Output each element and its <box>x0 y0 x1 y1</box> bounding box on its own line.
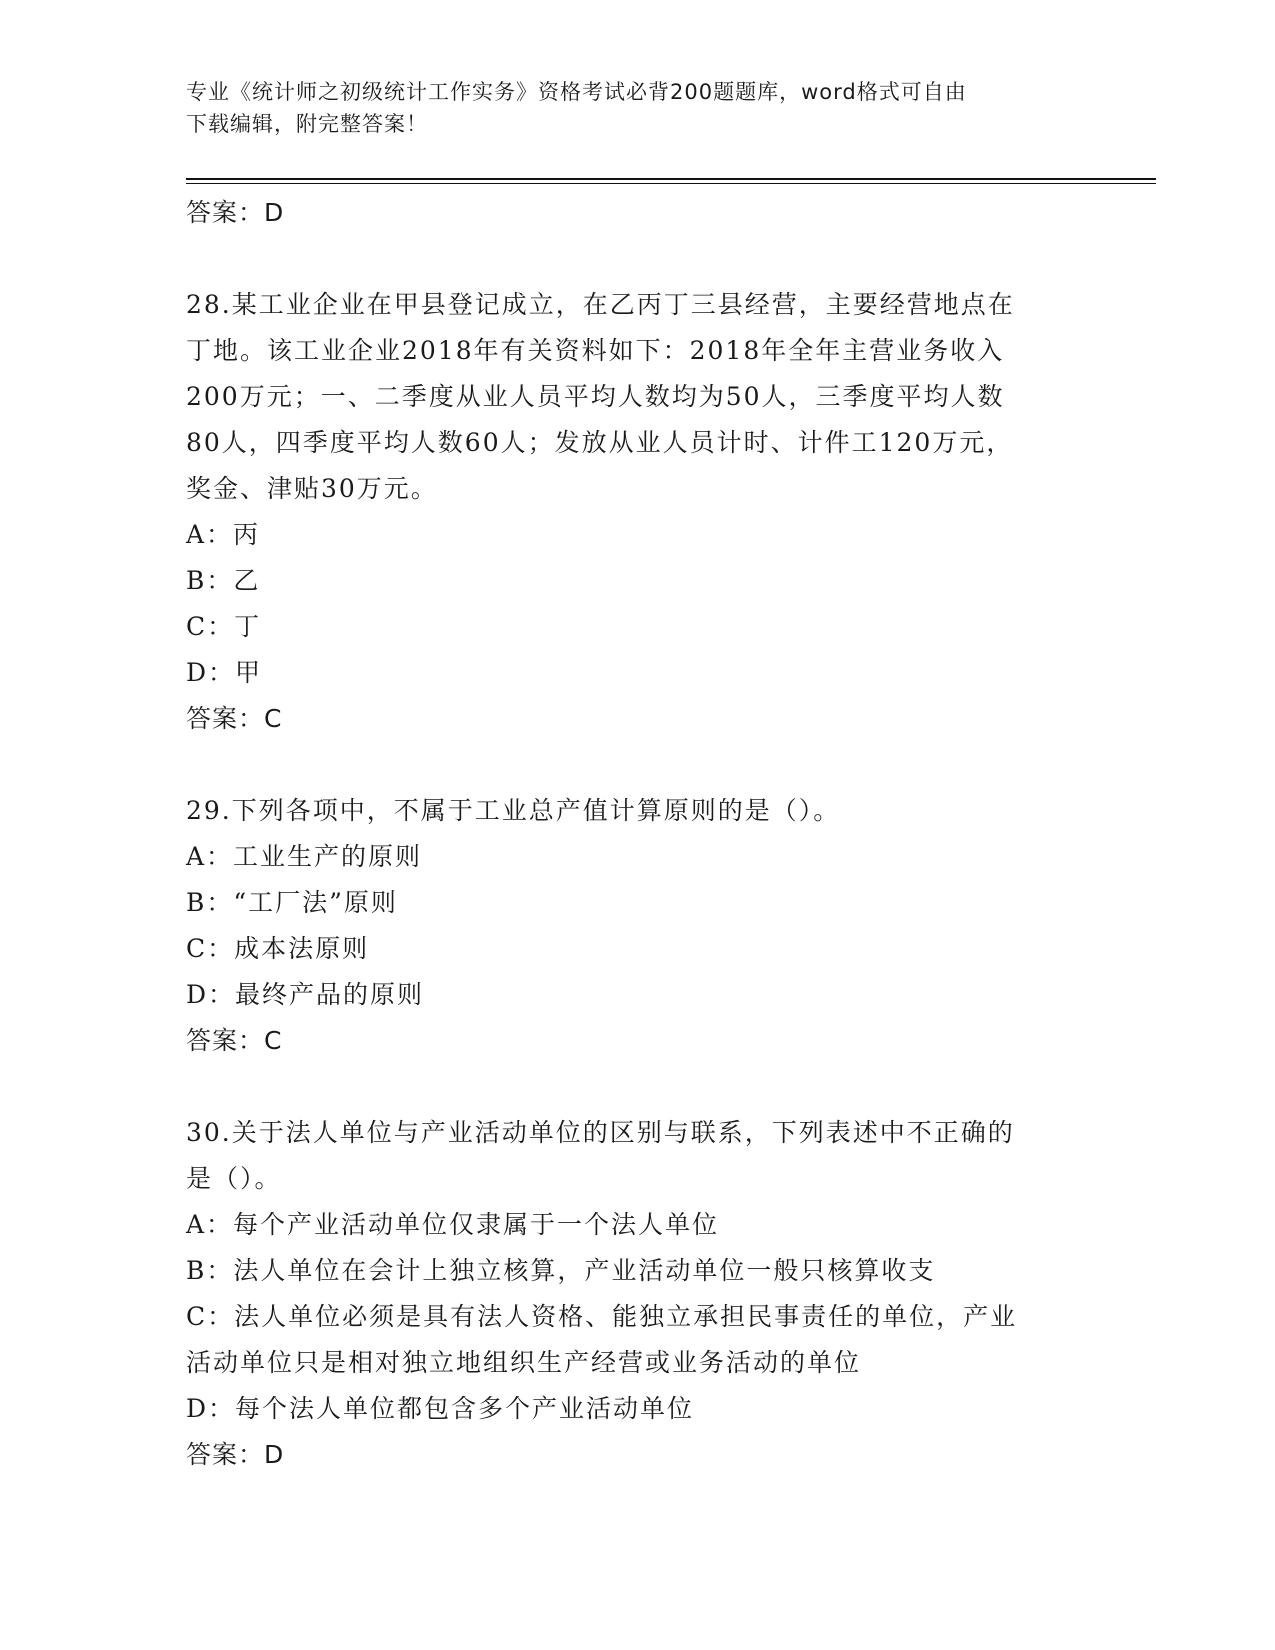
header-line-1: 专业《统计师之初级统计工作实务》资格考试必背200题题库，word格式可自由 <box>186 80 967 104</box>
spacer <box>186 742 1076 788</box>
header-line-2: 下载编辑，附完整答案！ <box>186 112 428 136</box>
question-stem <box>186 282 1076 512</box>
option-b: B：法人单位在会计上独立核算，产业活动单位一般只核算收支 <box>186 1256 936 1285</box>
stem-line: 80人，四季度平均人数60人；发放从业人员计时、计件工120万元， <box>186 428 1014 457</box>
question-30 <box>186 1110 1076 1478</box>
answer: 答案：C <box>186 1026 283 1055</box>
previous-answer: 答案：D <box>186 198 285 227</box>
spacer <box>186 1064 1076 1110</box>
question-29 <box>186 788 1076 1064</box>
stem-line: 30.关于法人单位与产业活动单位的区别与联系，下列表述中不正确的 <box>186 1118 1015 1147</box>
stem-line: 200万元；一、二季度从业人员平均人数均为50人，三季度平均人数 <box>186 382 1005 411</box>
question-stem <box>186 1110 1076 1202</box>
question-stem <box>186 788 1076 834</box>
header-divider-thick <box>186 178 1156 180</box>
spacer <box>186 236 1076 282</box>
stem-line: 28.某工业企业在甲县登记成立，在乙丙丁三县经营，主要经营地点在 <box>186 290 1015 319</box>
option-a: A：丙 <box>186 520 261 549</box>
stem-line: 丁地。该工业企业2018年有关资料如下：2018年全年主营业务收入 <box>186 336 1005 365</box>
stem-line: 奖金、津贴30万元。 <box>186 474 438 503</box>
answer: 答案：D <box>186 1440 285 1469</box>
option-d: D：最终产品的原则 <box>186 980 425 1009</box>
option-a: A：工业生产的原则 <box>186 842 423 871</box>
option-a: A：每个产业活动单位仅隶属于一个法人单位 <box>186 1210 720 1239</box>
question-28 <box>186 282 1076 742</box>
option-b: B：“工厂法”原则 <box>186 888 398 917</box>
question-list <box>186 190 1076 1478</box>
stem-line: 是（）。 <box>186 1164 282 1193</box>
option-c: C：丁 <box>186 612 262 641</box>
option-b: B：乙 <box>186 566 261 595</box>
option-c: C：成本法原则 <box>186 934 370 963</box>
stem-line: 29.下列各项中，不属于工业总产值计算原则的是（）。 <box>186 796 841 825</box>
answer: 答案：C <box>186 704 283 733</box>
header-divider-thin <box>186 183 1156 184</box>
option-c-continued: 活动单位只是相对独立地组织生产经营或业务活动的单位 <box>186 1348 862 1377</box>
option-d: D：甲 <box>186 658 263 687</box>
option-d: D：每个法人单位都包含多个产业活动单位 <box>186 1394 695 1423</box>
document-header <box>186 76 1066 140</box>
option-c: C：法人单位必须是具有法人资格、能独立承担民事责任的单位，产业 <box>186 1302 1018 1331</box>
